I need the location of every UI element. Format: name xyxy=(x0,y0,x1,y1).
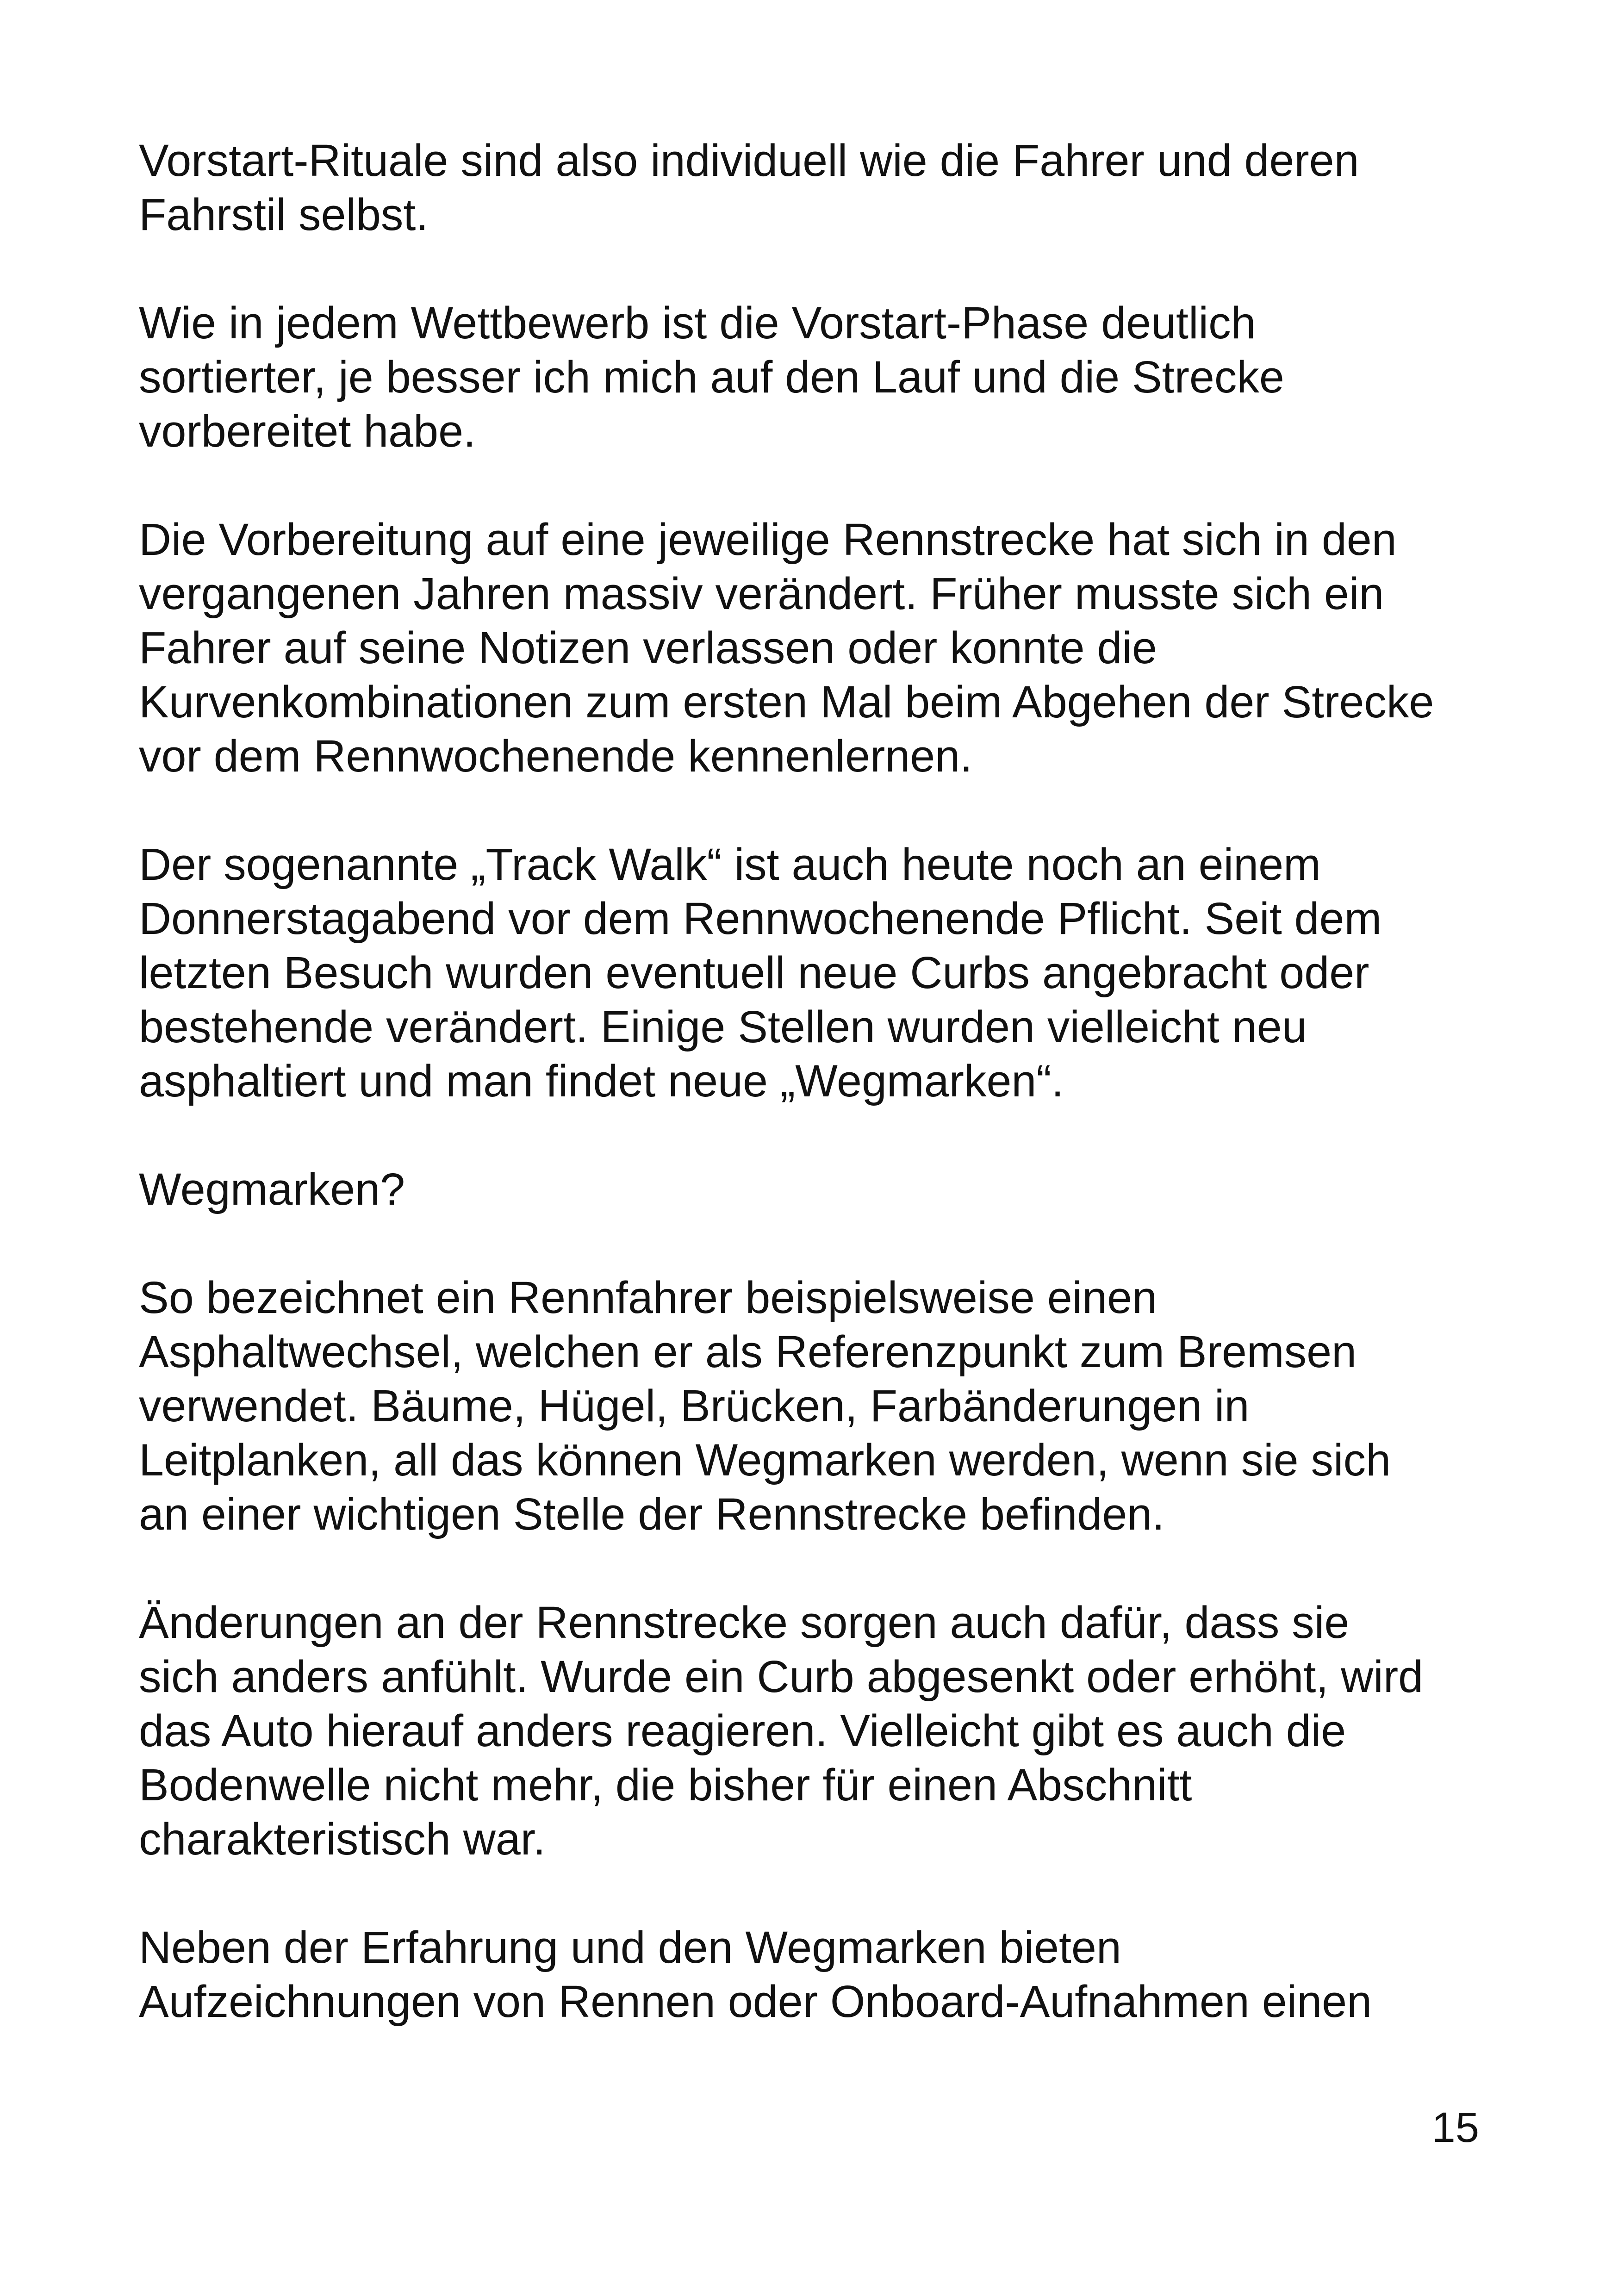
text-line: Fahrer auf seine Notizen verlassen oder konnte die xyxy=(139,622,1157,673)
text-line: Der sogenannte „Track Walk“ ist auch heute noch an einem xyxy=(139,839,1321,890)
paragraph xyxy=(139,1595,1518,1866)
text-line: Bodenwelle nicht mehr, die bisher für einen Abschnitt xyxy=(139,1760,1192,1810)
page-number: 15 xyxy=(1431,2104,1479,2151)
text-line: Leitplanken, all das können Wegmarken werden, wenn sie sich xyxy=(139,1435,1391,1485)
text-line: So bezeichnet ein Rennfahrer beispielsweise einen xyxy=(139,1272,1157,1323)
paragraph xyxy=(139,1162,1518,1216)
paragraph xyxy=(139,1920,1518,2028)
paragraph xyxy=(139,296,1518,458)
text-line: asphaltiert und man findet neue „Wegmarken“. xyxy=(139,1056,1064,1106)
text-line: Änderungen an der Rennstrecke sorgen auch dafür, dass sie xyxy=(139,1597,1350,1648)
text-line: charakteristisch war. xyxy=(139,1814,546,1864)
text-line: Fahrstil selbst. xyxy=(139,189,429,240)
paragraph xyxy=(139,133,1518,242)
text-line: vor dem Rennwochenende kennenlernen. xyxy=(139,731,973,781)
text-line: verwendet. Bäume, Hügel, Brücken, Farbänderungen in xyxy=(139,1381,1250,1431)
text-line: Aufzeichnungen von Rennen oder Onboard-Aufnahmen einen xyxy=(139,1976,1372,2027)
text-line: Asphaltwechsel, welchen er als Referenzpunkt zum Bremsen xyxy=(139,1326,1357,1377)
text-line: sich anders anfühlt. Wurde ein Curb abgesenkt oder erhöht, wird xyxy=(139,1651,1424,1702)
text-line: Wegmarken? xyxy=(139,1164,405,1214)
body-text xyxy=(139,133,1518,2083)
text-line: Neben der Erfahrung und den Wegmarken bieten xyxy=(139,1922,1121,1972)
text-line: Kurvenkombinationen zum ersten Mal beim Abgehen der Strecke xyxy=(139,677,1434,727)
paragraph xyxy=(139,1270,1518,1541)
text-line: sortierter, je besser ich mich auf den Lauf und die Strecke xyxy=(139,352,1284,402)
text-line: letzten Besuch wurden eventuell neue Curbs angebracht oder xyxy=(139,947,1369,998)
text-line: vorbereitet habe. xyxy=(139,406,476,456)
text-line: bestehende verändert. Einige Stellen wurden vielleicht neu xyxy=(139,1002,1307,1052)
text-line: das Auto hierauf anders reagieren. Vielleicht gibt es auch die xyxy=(139,1705,1346,1756)
text-line: Vorstart-Rituale sind also individuell wie die Fahrer und deren xyxy=(139,135,1359,186)
text-line: Wie in jedem Wettbewerb ist die Vorstart-Phase deutlich xyxy=(139,298,1256,348)
paragraph xyxy=(139,512,1518,783)
text-line: an einer wichtigen Stelle der Rennstrecke befinden. xyxy=(139,1489,1165,1539)
text-line: vergangenen Jahren massiv verändert. Früher musste sich ein xyxy=(139,568,1384,619)
text-line: Donnerstagabend vor dem Rennwochenende Pflicht. Seit dem xyxy=(139,893,1382,944)
paragraph xyxy=(139,837,1518,1108)
text-line: Die Vorbereitung auf eine jeweilige Rennstrecke hat sich in den xyxy=(139,514,1397,565)
